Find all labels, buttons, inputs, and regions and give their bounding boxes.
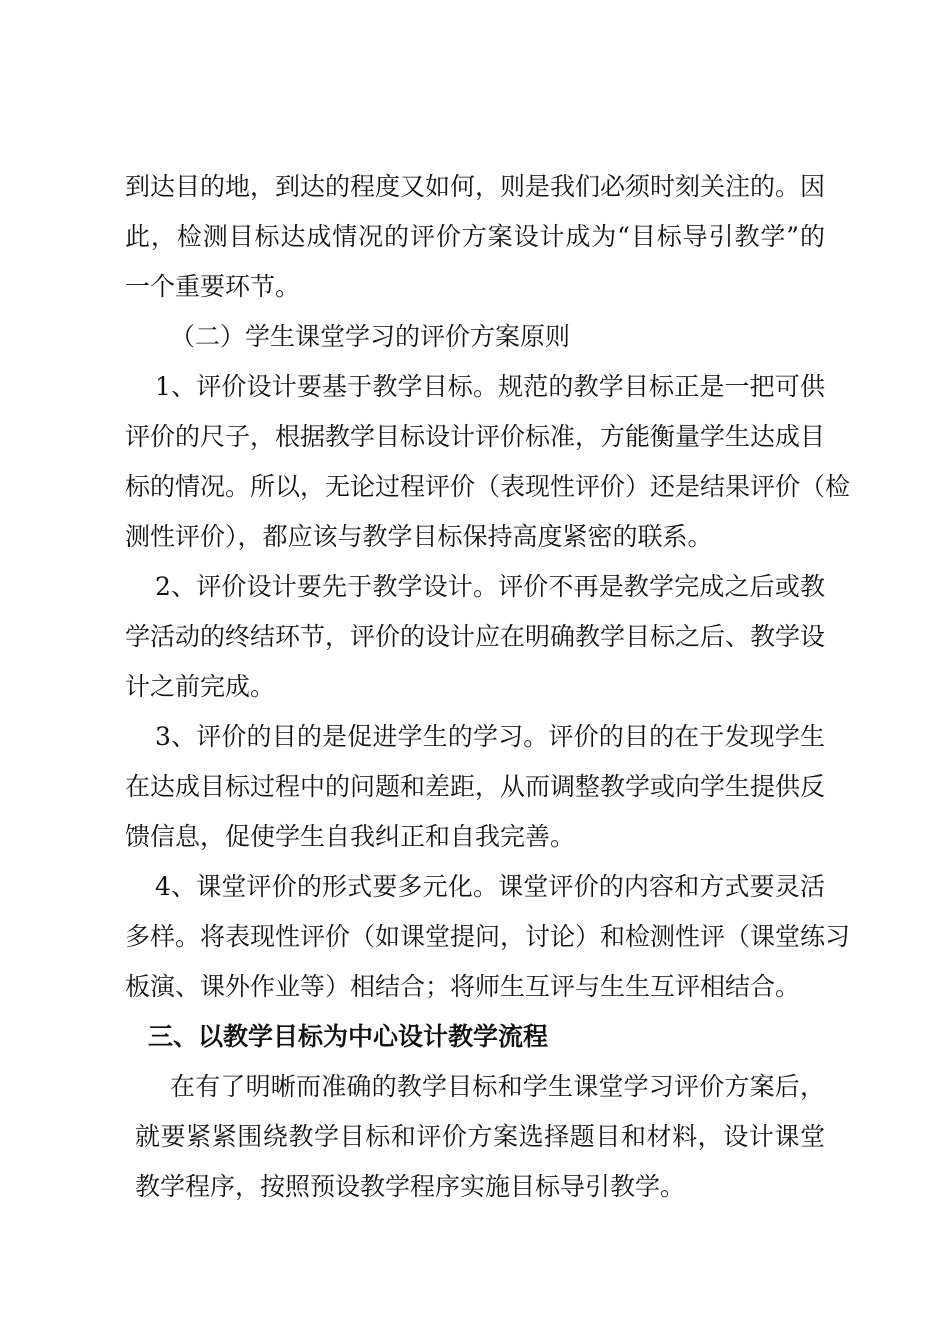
list-item-line: 多样。将表现性评价（如课堂提问，讨论）和检测性评（课堂练习 [125, 922, 851, 951]
paragraph-line: 教学程序，按照预设教学程序实施目标导引教学。 [135, 1172, 686, 1201]
list-item-line: 4、课堂评价的形式要多元化。课堂评价的内容和方式要灵活 [155, 872, 825, 901]
list-item-line: 板演、课外作业等）相结合；将师生互评与生生互评相结合。 [125, 972, 801, 1001]
section-subheading: （二）学生课堂学习的评价方案原则 [170, 322, 571, 351]
section-heading: 三、以教学目标为中心设计教学流程 [148, 1022, 549, 1051]
list-item-line: 2、评价设计要先于教学设计。评价不再是教学完成之后或教 [155, 572, 825, 601]
paragraph-line: 就要紧紧围绕教学目标和评价方案选择题目和材料，设计课堂 [135, 1122, 825, 1151]
list-item-line: 在达成目标过程中的问题和差距，从而调整教学或向学生提供反 [125, 772, 826, 801]
list-item-line: 评价的尺子，根据教学目标设计评价标准，方能衡量学生达成目 [125, 422, 826, 451]
list-item-line: 学活动的终结环节，评价的设计应在明确教学目标之后、教学设 [125, 622, 826, 651]
list-item-line: 馈信息，促使学生自我纠正和自我完善。 [125, 822, 576, 851]
list-item-line: 3、评价的目的是促进学生的学习。评价的目的在于发现学生 [155, 722, 825, 751]
list-item-line: 测性评价），都应该与教学目标保持高度紧密的联系。 [125, 522, 713, 551]
paragraph-line: 一个重要环节。 [125, 272, 301, 301]
paragraph-line: 此，检测目标达成情况的评价方案设计成为“目标导引教学”的 [125, 222, 825, 251]
list-item-line: 标的情况。所以，无论过程评价（表现性评价）还是结果评价（检 [125, 472, 851, 501]
list-item-line: 计之前完成。 [125, 672, 276, 701]
list-item-line: 1、评价设计要基于教学目标。规范的教学目标正是一把可供 [155, 372, 825, 401]
paragraph-line: 到达目的地，到达的程度又如何，则是我们必须时刻关注的。因 [125, 172, 826, 201]
paragraph-line: 在有了明晰而准确的教学目标和学生课堂学习评价方案后， [170, 1072, 825, 1101]
